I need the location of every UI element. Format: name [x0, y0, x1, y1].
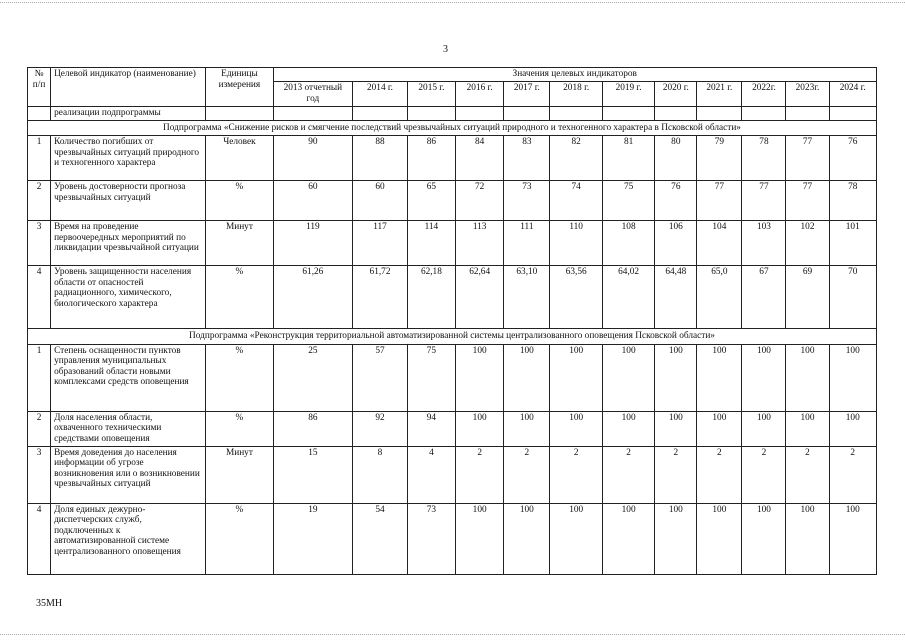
value-cell: 100 — [742, 411, 786, 446]
value-cell: 100 — [786, 344, 829, 411]
value-cell: 2 — [786, 446, 829, 503]
value-cell: 65 — [407, 181, 455, 221]
value-cell: 69 — [786, 266, 829, 329]
value-cell: 63,56 — [550, 266, 602, 329]
value-cell: 92 — [353, 411, 408, 446]
header-year: 2023г. — [786, 82, 829, 107]
value-cell: 73 — [407, 503, 455, 574]
indicator-name: Время доведения до населения информации об угрозе возникновения или о возникновении чрезвычайных ситуаций — [51, 446, 206, 503]
value-cell: 81 — [602, 136, 654, 181]
value-cell: 100 — [829, 503, 877, 574]
indicator-name: Время на проведение первоочередных мероприятий по ликвидации чрезвычайной ситуации — [51, 221, 206, 266]
indicator-name: Доля населения области, охваченного техническими средствами оповещения — [51, 411, 206, 446]
value-cell: 100 — [786, 411, 829, 446]
value-cell: 8 — [353, 446, 408, 503]
value-cell: 79 — [697, 136, 742, 181]
value-cell: 77 — [742, 181, 786, 221]
value-cell: 114 — [407, 221, 455, 266]
value-cell: 2 — [655, 446, 697, 503]
unit-cell: Минут — [206, 221, 273, 266]
value-cell: 19 — [273, 503, 353, 574]
unit-cell: % — [206, 344, 273, 411]
value-cell: 64,48 — [655, 266, 697, 329]
value-cell: 100 — [829, 344, 877, 411]
value-cell: 78 — [742, 136, 786, 181]
value-cell: 90 — [273, 136, 353, 181]
value-cell: 2 — [829, 446, 877, 503]
table-row — [28, 221, 877, 266]
subprogram-title-row — [28, 120, 877, 136]
value-cell: 57 — [353, 344, 408, 411]
value-cell: 94 — [407, 411, 455, 446]
row-num: 2 — [28, 411, 51, 446]
indicator-name: Количество погибших от чрезвычайных ситуаций природного и техногенного характера — [51, 136, 206, 181]
scan-edge-top — [0, 2, 905, 3]
unit-cell: Минут — [206, 446, 273, 503]
value-cell: 67 — [742, 266, 786, 329]
value-cell: 62,18 — [407, 266, 455, 329]
header-units: Единицы измерения — [206, 68, 273, 107]
value-cell: 100 — [697, 411, 742, 446]
header-year: 2024 г. — [829, 82, 877, 107]
value-cell: 111 — [504, 221, 550, 266]
value-cell: 117 — [353, 221, 408, 266]
value-cell: 74 — [550, 181, 602, 221]
value-cell: 61,26 — [273, 266, 353, 329]
value-cell: 86 — [407, 136, 455, 181]
value-cell: 60 — [353, 181, 408, 221]
unit-cell: % — [206, 181, 273, 221]
value-cell: 113 — [456, 221, 504, 266]
value-cell: 100 — [602, 411, 654, 446]
value-cell: 54 — [353, 503, 408, 574]
header-year: 2019 г. — [602, 82, 654, 107]
value-cell: 108 — [602, 221, 654, 266]
value-cell: 2 — [602, 446, 654, 503]
value-cell: 25 — [273, 344, 353, 411]
value-cell: 80 — [655, 136, 697, 181]
value-cell: 100 — [655, 503, 697, 574]
carryover-row — [28, 107, 877, 121]
header-year: 2018 г. — [550, 82, 602, 107]
value-cell: 2 — [456, 446, 504, 503]
value-cell: 77 — [697, 181, 742, 221]
value-cell: 76 — [829, 136, 877, 181]
value-cell: 75 — [602, 181, 654, 221]
value-cell: 73 — [504, 181, 550, 221]
value-cell: 110 — [550, 221, 602, 266]
value-cell: 2 — [550, 446, 602, 503]
table-row — [28, 136, 877, 181]
value-cell: 77 — [786, 136, 829, 181]
unit-cell: % — [206, 266, 273, 329]
page-number: 3 — [443, 44, 448, 55]
value-cell: 100 — [550, 503, 602, 574]
unit-cell: % — [206, 503, 273, 574]
value-cell: 82 — [550, 136, 602, 181]
value-cell: 119 — [273, 221, 353, 266]
value-cell: 83 — [504, 136, 550, 181]
row-num: 4 — [28, 503, 51, 574]
value-cell: 4 — [407, 446, 455, 503]
header-year: 2014 г. — [353, 82, 408, 107]
value-cell: 100 — [602, 503, 654, 574]
indicator-name: Степень оснащенности пунктов управления муниципальных образований области новыми комплексами средств оповещения — [51, 344, 206, 411]
carryover-text: реализации подпрограммы — [51, 107, 206, 121]
value-cell: 2 — [742, 446, 786, 503]
value-cell: 78 — [829, 181, 877, 221]
value-cell: 106 — [655, 221, 697, 266]
indicator-name: Уровень защищенности населения области от опасностей радиационного, химического, биологического характера — [51, 266, 206, 329]
table-body — [28, 68, 877, 575]
value-cell: 72 — [456, 181, 504, 221]
value-cell: 100 — [504, 503, 550, 574]
value-cell: 2 — [504, 446, 550, 503]
value-cell: 63,10 — [504, 266, 550, 329]
value-cell: 15 — [273, 446, 353, 503]
table-row — [28, 503, 877, 574]
table-row — [28, 181, 877, 221]
value-cell: 100 — [742, 503, 786, 574]
value-cell: 100 — [504, 344, 550, 411]
value-cell: 70 — [829, 266, 877, 329]
row-num: 2 — [28, 181, 51, 221]
value-cell: 102 — [786, 221, 829, 266]
value-cell: 84 — [456, 136, 504, 181]
value-cell: 100 — [786, 503, 829, 574]
value-cell: 75 — [407, 344, 455, 411]
value-cell: 100 — [829, 411, 877, 446]
header-indicator: Целевой индикатор (наименование) — [51, 68, 206, 107]
scan-edge-bottom — [0, 634, 905, 635]
table-row — [28, 266, 877, 329]
header-year: 2022г. — [742, 82, 786, 107]
row-num: 1 — [28, 136, 51, 181]
subprogram-title: Подпрограмма «Снижение рисков и смягчение последствий чрезвычайных ситуаций природного и техногенного характера в Псковской области» — [28, 120, 877, 136]
value-cell: 61,72 — [353, 266, 408, 329]
value-cell: 100 — [456, 503, 504, 574]
row-num: 3 — [28, 446, 51, 503]
row-num: 4 — [28, 266, 51, 329]
header-year: 2020 г. — [655, 82, 697, 107]
value-cell: 86 — [273, 411, 353, 446]
value-cell: 100 — [456, 344, 504, 411]
subprogram-title-row — [28, 329, 877, 345]
value-cell: 100 — [456, 411, 504, 446]
indicator-name: Уровень достоверности прогноза чрезвычайных ситуаций — [51, 181, 206, 221]
header-num: № п/п — [28, 68, 51, 107]
table-row — [28, 446, 877, 503]
value-cell: 60 — [273, 181, 353, 221]
header-year: 2015 г. — [407, 82, 455, 107]
row-num: 3 — [28, 221, 51, 266]
value-cell: 76 — [655, 181, 697, 221]
value-cell: 77 — [786, 181, 829, 221]
value-cell: 64,02 — [602, 266, 654, 329]
carryover-num — [28, 107, 51, 121]
value-cell: 100 — [655, 344, 697, 411]
value-cell: 100 — [655, 411, 697, 446]
row-num: 1 — [28, 344, 51, 411]
indicator-name: Доля единых дежурно-диспетчерских служб, подключенных к автоматизированной системе централизованного оповещения — [51, 503, 206, 574]
header-values-title: Значения целевых индикаторов — [273, 68, 877, 82]
value-cell: 65,0 — [697, 266, 742, 329]
header-row-1 — [28, 68, 877, 82]
value-cell: 100 — [550, 411, 602, 446]
value-cell: 100 — [504, 411, 550, 446]
value-cell: 100 — [697, 503, 742, 574]
value-cell: 88 — [353, 136, 408, 181]
header-year: 2016 г. — [456, 82, 504, 107]
value-cell: 104 — [697, 221, 742, 266]
value-cell: 100 — [602, 344, 654, 411]
unit-cell: Человек — [206, 136, 273, 181]
header-year: 2013 отчетный год — [273, 82, 353, 107]
subprogram-title: Подпрограмма «Реконструкция территориальной автоматизированной системы централизованного оповещения Псковской области» — [28, 329, 877, 345]
unit-cell: % — [206, 411, 273, 446]
table-row — [28, 411, 877, 446]
value-cell: 101 — [829, 221, 877, 266]
header-year: 2017 г. — [504, 82, 550, 107]
value-cell: 100 — [742, 344, 786, 411]
value-cell: 62,64 — [456, 266, 504, 329]
table-row — [28, 344, 877, 411]
header-year: 2021 г. — [697, 82, 742, 107]
value-cell: 103 — [742, 221, 786, 266]
value-cell: 100 — [550, 344, 602, 411]
value-cell: 100 — [697, 344, 742, 411]
value-cell: 2 — [697, 446, 742, 503]
target-indicators-table — [27, 67, 877, 575]
footer-code: 35МН — [36, 598, 63, 609]
